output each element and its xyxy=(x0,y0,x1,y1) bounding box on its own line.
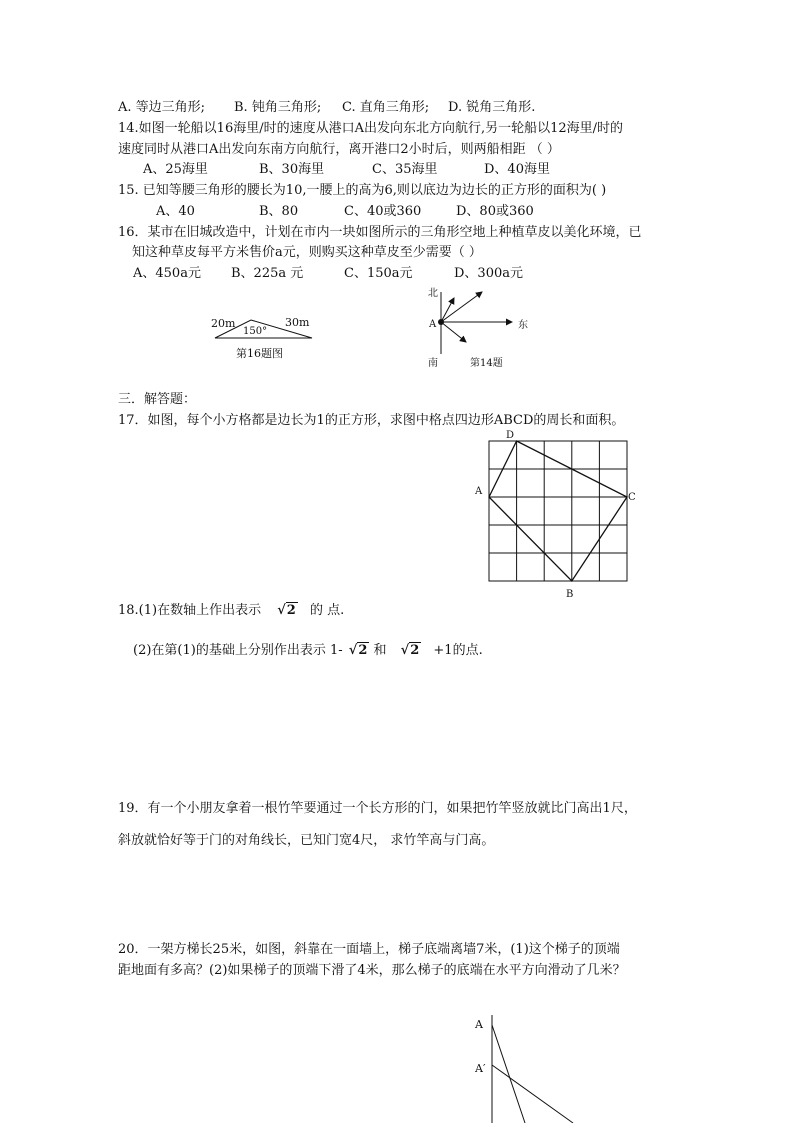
fig17-label-d: D xyxy=(506,430,515,441)
q20-line2: 距地面有多高？(2)如果梯子的顶端下滑了4米，那么梯子的底端在水平方向滑动了几米？ xyxy=(118,963,626,978)
fig14-origin-label: A xyxy=(429,319,437,330)
figure-17 xyxy=(470,428,645,603)
sqrt-2-radicand: 2 xyxy=(358,643,368,658)
q13-option-a: A. 等边三角形; xyxy=(118,100,206,115)
fig14-origin-dot xyxy=(438,319,444,325)
q14-option-d: D、40海里 xyxy=(484,162,550,177)
q19-line1: 19．有一个小朋友拿着一根竹竿要通过一个长方形的门，如果把竹竿竖放就比门高出1尺， xyxy=(118,801,637,816)
q18-part2-pre: (2)在第(1)的基础上分别作出表示 1- xyxy=(133,643,343,658)
fig17-quadrilateral xyxy=(489,441,627,581)
fig14-northeast-arrow xyxy=(441,292,482,322)
q18-part1-pre: 18.(1)在数轴上作出表示 xyxy=(118,603,262,618)
q15-option-a: A、40 xyxy=(156,204,195,219)
sqrt-2-radicand: 2 xyxy=(286,603,296,618)
q15-line1: 15. 已知等腰三角形的腰长为10,一腰上的高为6,则以底边为边长的正方形的面积为( ) xyxy=(118,183,607,198)
fig20-label-a: A xyxy=(475,1018,483,1031)
sqrt-2-symbol: √2 xyxy=(277,603,296,618)
q14-option-a: A、25海里 xyxy=(143,162,208,177)
q20-line1: 20．一架方梯长25米，如图，斜靠在一面墙上，梯子底端离墙7米，(1)这个梯子的顶端 xyxy=(118,942,620,957)
fig16-caption: 第16题图 xyxy=(236,347,283,360)
q14-line1: 14.如图一轮船以16海里/时的速度从港口A出发向东北方向航行,另一轮船以12海里/时的 xyxy=(118,121,624,136)
q16-option-a: A、450a元 xyxy=(133,266,201,281)
q14-line2: 速度同时从港口A出发向东南方向航行，离开港口2小时后，则两船相距 （ ） xyxy=(118,142,560,157)
q18-part1-post: 的 点. xyxy=(309,603,345,618)
q18-part2-mid: 和 xyxy=(373,643,387,658)
q17-text: 17．如图，每个小方格都是边长为1的正方形，求图中格点四边形ABCD的周长和面积。 xyxy=(118,413,625,428)
q16-line1: 16．某市在旧城改造中，计划在市内一块如图所示的三角形空地上种植草皮以美化环境，已 xyxy=(118,225,642,240)
fig20-ladder-original xyxy=(492,1025,525,1123)
q15-option-c: C、40或360 xyxy=(344,204,422,219)
q16-option-b: B、225a 元 xyxy=(231,266,304,281)
fig17-label-a: A xyxy=(475,486,483,497)
fig17-label-b: B xyxy=(566,589,574,600)
section-3-title: 三．解答题： xyxy=(118,392,197,407)
q19-line2: 斜放就恰好等于门的对角线长，已知门宽4尺， 求竹竿高与门高。 xyxy=(118,833,495,848)
q18-part2 xyxy=(133,643,483,659)
sqrt-2-symbol: √2 xyxy=(400,643,420,658)
q14-option-b: B、30海里 xyxy=(259,162,325,177)
figure-14 xyxy=(420,282,540,372)
sqrt-2-radicand: 2 xyxy=(410,643,420,658)
fig14-short-arrow xyxy=(441,298,454,322)
q15-option-b: B、80 xyxy=(259,204,299,219)
fig14-east-label: 东 xyxy=(518,320,528,331)
sqrt-2-symbol: √2 xyxy=(348,643,368,658)
fig16-left-side: 20m xyxy=(211,317,236,330)
fig20-ladder-slid xyxy=(492,1065,573,1123)
q16-option-c: C、150a元 xyxy=(344,266,413,281)
fig14-south-label: 南 xyxy=(428,358,438,369)
q18-part2-post: +1的点. xyxy=(433,643,483,658)
fig14-caption: 第14题 xyxy=(470,358,503,369)
q14-option-c: C、35海里 xyxy=(372,162,438,177)
q15-option-d: D、80或360 xyxy=(456,204,534,219)
q13-option-c: C. 直角三角形; xyxy=(342,100,430,115)
fig20-label-a-prime: A′ xyxy=(475,1062,486,1075)
fig16-angle: 150° xyxy=(243,326,268,337)
q16-line2: 知这种草皮每平方米售价a元，则购买这种草皮至少需要（ ） xyxy=(132,245,482,260)
q18-part1 xyxy=(118,603,344,619)
q16-option-d: D、300a元 xyxy=(454,266,523,281)
fig17-label-c: C xyxy=(628,492,636,503)
figure-16 xyxy=(200,305,325,365)
figure-20 xyxy=(465,1005,605,1123)
fig14-southeast-arrow xyxy=(441,322,466,342)
q13-option-d: D. 锐角三角形. xyxy=(448,100,536,115)
q13-option-b: B. 钝角三角形; xyxy=(234,100,322,115)
fig14-north-label: 北 xyxy=(428,288,438,299)
fig16-right-side: 30m xyxy=(285,316,310,329)
